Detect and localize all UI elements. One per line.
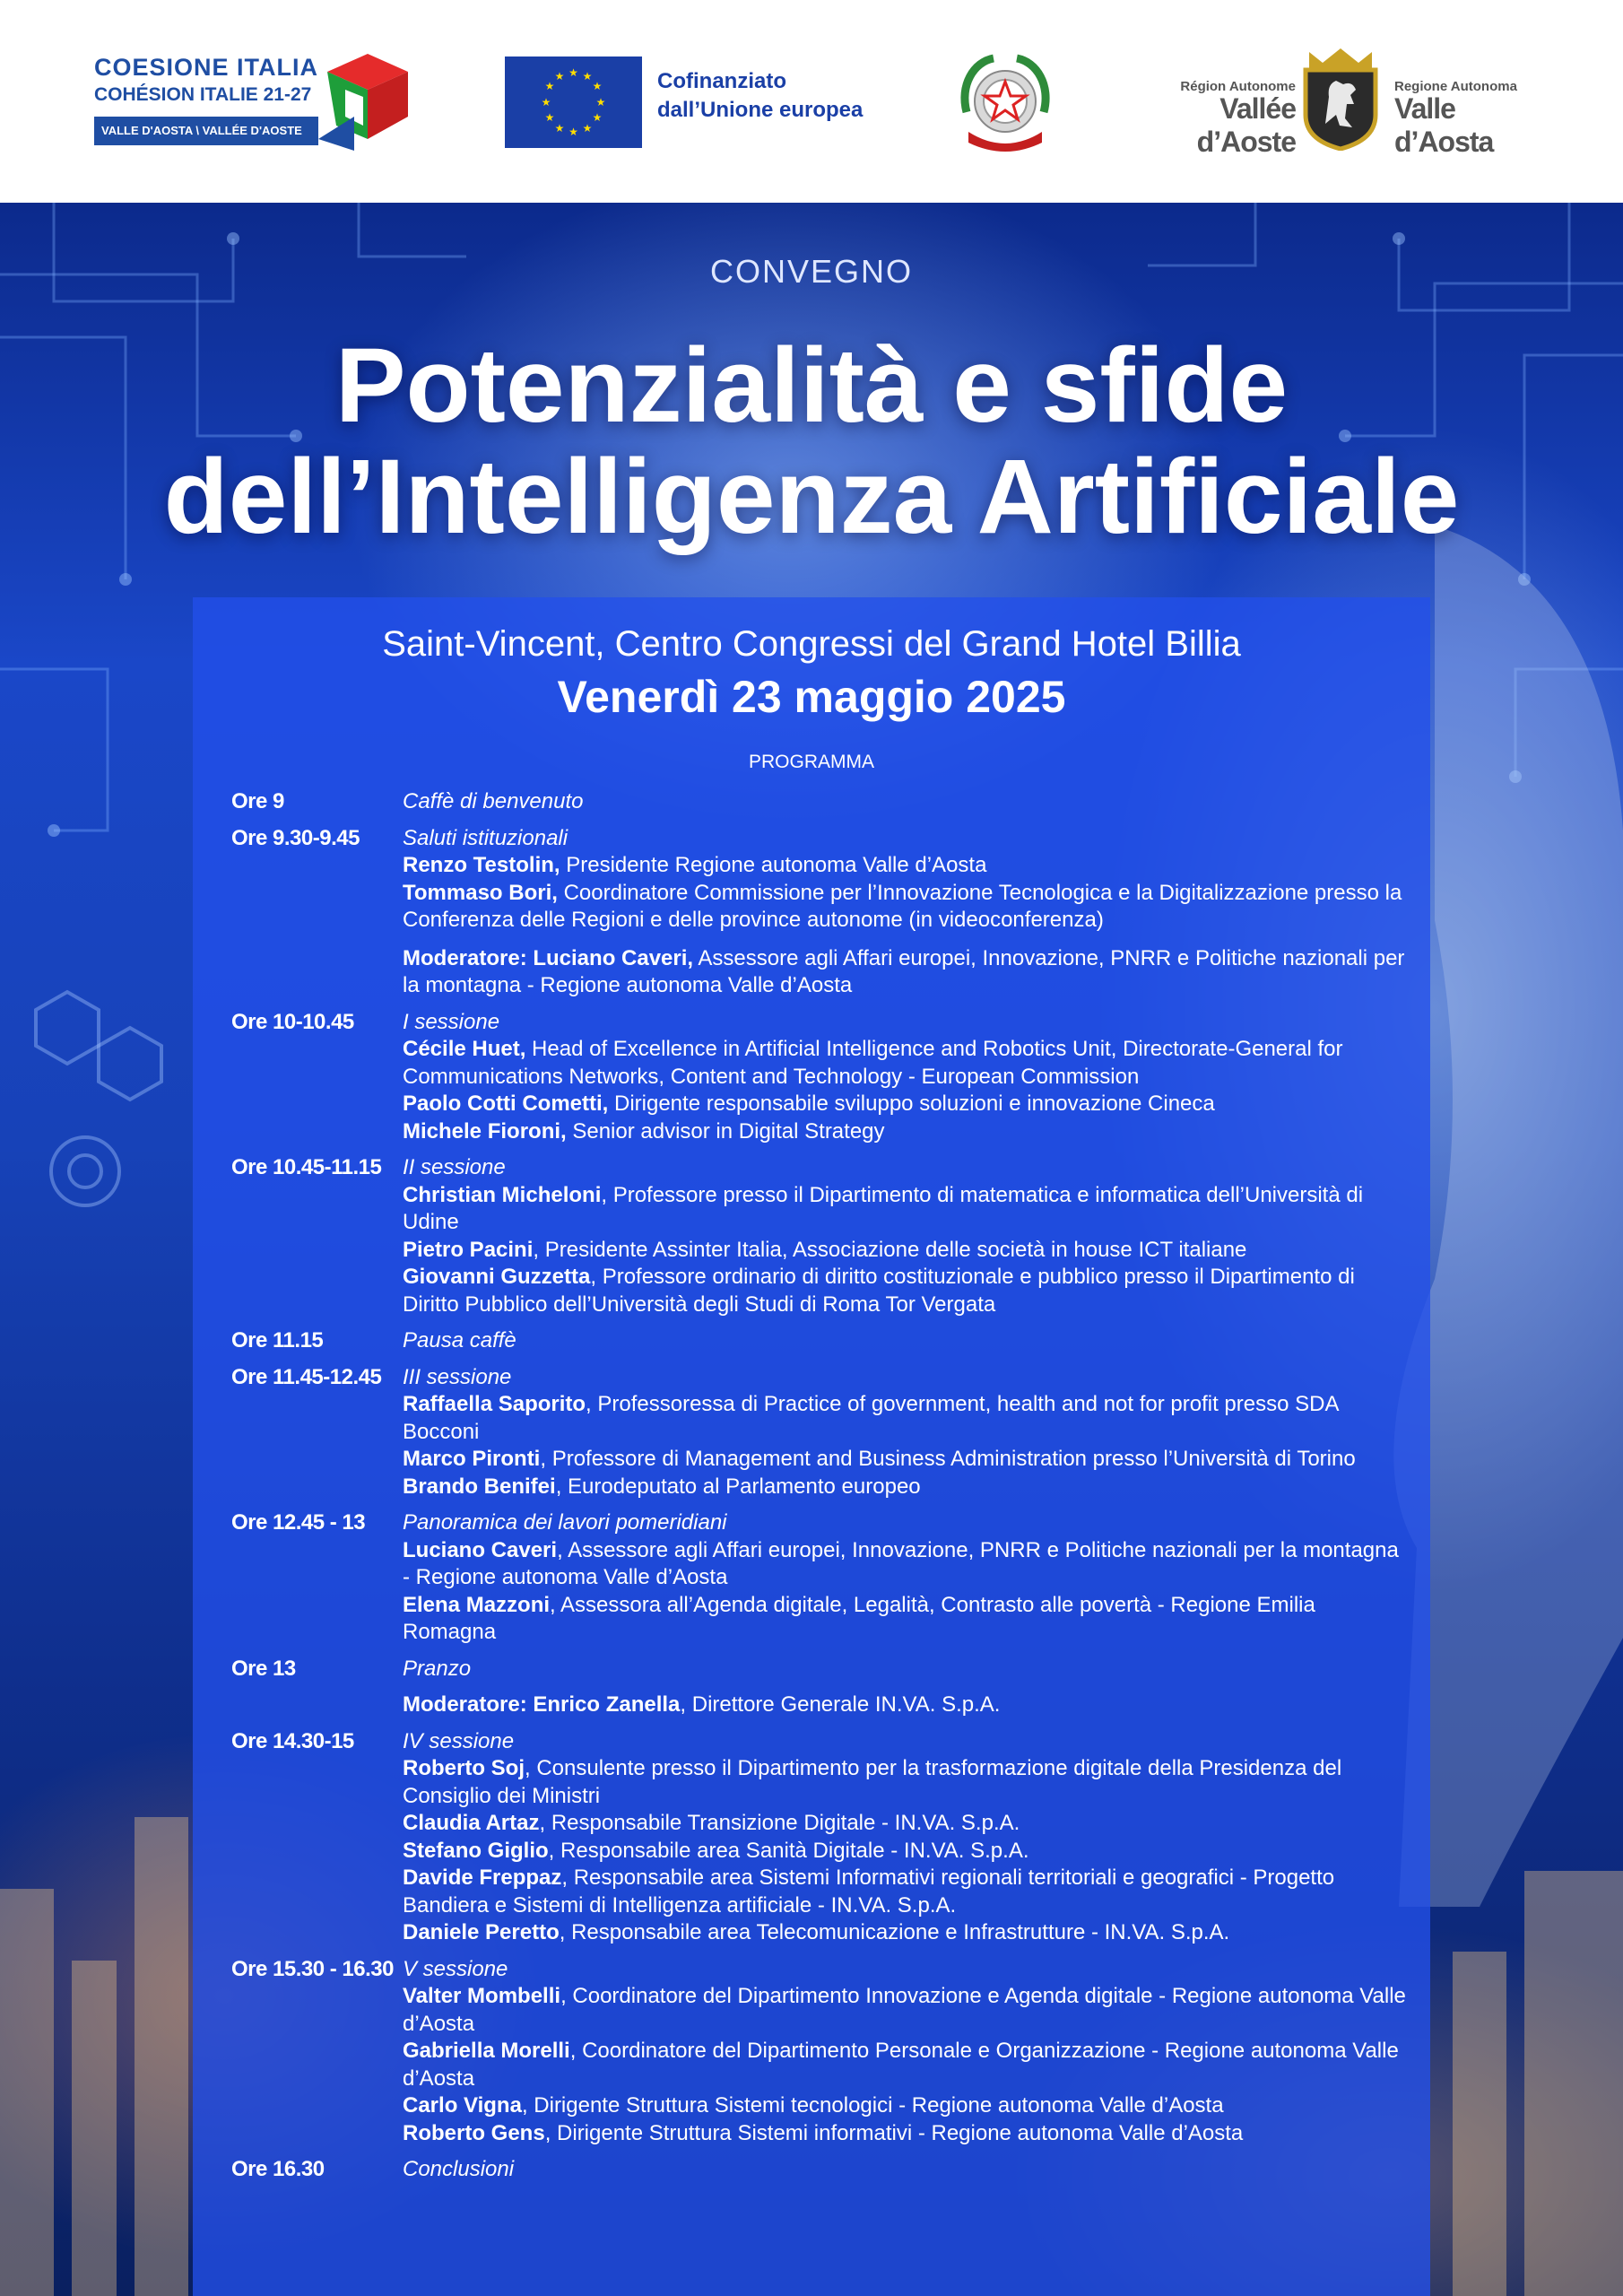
coesione-logo-region-box: VALLE D'AOSTA \ VALLÉE D'AOSTE	[94, 117, 318, 145]
speaker-role: , Assessore agli Affari europei, Innovazione, PNRR e Politiche nazionali per la montagna - Regione autonoma Valle d’Aosta	[403, 1537, 1399, 1589]
slot-time: Ore 11.15	[231, 1328, 324, 1352]
speaker-name: Gabriella Morelli	[403, 2039, 570, 2063]
speaker-name: Carlo Vigna	[403, 2093, 522, 2118]
slot-session-title: Pausa caffè	[403, 1328, 516, 1352]
speaker-entry	[403, 1182, 1406, 1237]
speaker-name: Brando Benifei	[403, 1474, 556, 1499]
speaker-name: Daniele Peretto	[403, 1920, 560, 1944]
slot-time: Ore 10.45-11.15	[231, 1155, 382, 1179]
eu-flag-icon	[505, 57, 642, 148]
svg-text:★: ★	[544, 111, 555, 124]
slot-time: Ore 14.30-15	[231, 1728, 354, 1753]
speaker-name: Paolo Cotti Cometti,	[403, 1091, 609, 1116]
slot-time: Ore 15.30 - 16.30	[231, 1956, 394, 1981]
schedule-slot	[231, 1009, 1406, 1146]
slot-session-title: Caffè di benvenuto	[403, 789, 584, 813]
speaker-entry	[403, 1592, 1406, 1647]
speaker-role: , Presidente Assinter Italia, Associazione delle società in house ICT italiane	[533, 1237, 1247, 1262]
slot-session-title: II sessione	[403, 1155, 506, 1179]
speaker-entry	[403, 1474, 1406, 1501]
svg-text:★: ★	[592, 80, 603, 92]
coesione-cube-icon	[318, 54, 417, 151]
svg-text:★: ★	[582, 122, 593, 135]
slot-body	[403, 1327, 1406, 1355]
speaker-entry	[403, 1391, 1406, 1446]
slot-body	[403, 1154, 1406, 1318]
slot-session-title: V sessione	[403, 1956, 508, 1981]
speaker-role: , Assessora all’Agenda digitale, Legalità, Contrasto alle povertà - Regione Emilia Romagna	[403, 1592, 1315, 1644]
speaker-role: Dirigente responsabile sviluppo soluzioni e innovazione Cineca	[608, 1091, 1215, 1116]
slot-time: Ore 13	[231, 1656, 296, 1681]
slot-body	[403, 1656, 1406, 1683]
poster-kicker: CONVEGNO	[709, 253, 914, 290]
speaker-name: Tommaso Bori,	[403, 880, 558, 905]
speaker-role: , Eurodeputato al Parlamento europeo	[555, 1474, 921, 1499]
speaker-role: Assessore agli Affari europei, Innovazione, PNRR e Politiche nazionali per la montagna - Regione autonoma Valle d’Aosta	[403, 945, 1405, 997]
eu-logo-line2: dall’Unione europea	[657, 98, 864, 122]
speaker-name: Elena Mazzoni	[403, 1592, 551, 1617]
speaker-role: , Dirigente Struttura Sistemi informativi - Regione autonoma Valle d’Aosta	[544, 2120, 1244, 2145]
slot-session-title: Conclusioni	[403, 2157, 515, 2181]
speaker-entry	[403, 2120, 1406, 2148]
schedule-slot	[231, 1327, 1406, 1355]
speaker-role: Senior advisor in Digital Strategy	[566, 1118, 885, 1144]
slot-body	[403, 1364, 1406, 1501]
schedule-slot	[231, 1509, 1406, 1647]
region-left-small: Région Autonome	[1180, 79, 1296, 94]
slot-body	[403, 2156, 1406, 2184]
speaker-entry	[403, 1264, 1406, 1318]
speaker-role: , Coordinatore del Dipartimento Personale e Organizzazione - Regione autonoma Valle d’Aosta	[403, 2039, 1399, 2091]
svg-text:★: ★	[544, 80, 555, 92]
speaker-entry	[403, 1983, 1406, 2038]
schedule-slot	[231, 2156, 1406, 2184]
speaker-role: , Direttore Generale IN.VA. S.p.A.	[680, 1692, 1001, 1717]
svg-text:★: ★	[568, 126, 578, 138]
speaker-name: Roberto Gens	[403, 2120, 545, 2145]
schedule-slot	[231, 1656, 1406, 1683]
speaker-name: Pietro Pacini	[403, 1237, 534, 1262]
slot-time: Ore 11.45-12.45	[231, 1364, 382, 1389]
slot-body	[403, 1509, 1406, 1647]
slot-time: Ore 10-10.45	[231, 1009, 354, 1034]
speaker-entry	[403, 1537, 1406, 1592]
speaker-name: Raffaella Saporito	[403, 1392, 586, 1416]
region-left-big: Vallée d’Aoste	[1196, 92, 1296, 158]
speaker-role: , Professoressa di Practice of government, health and not for profit presso SDA Bocconi	[403, 1392, 1339, 1444]
speaker-role: , Professore ordinario di diritto costituzionale e pubblico presso il Dipartimento di Diritto Pubblico dell’Università degli Studi di Roma Tor Vergata	[403, 1265, 1355, 1317]
speaker-entry	[403, 1036, 1406, 1091]
slot-session-title: III sessione	[403, 1364, 512, 1389]
speaker-entry	[403, 1091, 1406, 1118]
svg-text:★: ★	[595, 96, 606, 109]
svg-text:★: ★	[582, 70, 593, 83]
coesione-logo-line2: COHÉSION ITALIE 21-27	[94, 84, 312, 105]
speaker-entry	[403, 1919, 1406, 1947]
speaker-role: , Responsabile area Sistemi Informativi regionali territoriali e geografici - Progetto Bandiera e Sistemi di Intelligenza artificiale - IN.VA. S.p.A.	[403, 1866, 1335, 1918]
poster-title-line2: dell’Intelligenza Artificiale	[163, 438, 1460, 556]
speaker-name: Christian Micheloni	[403, 1182, 602, 1207]
event-venue: Saint-Vincent, Centro Congressi del Grand Hotel Billia	[382, 624, 1241, 664]
schedule-slot	[231, 1154, 1406, 1318]
speaker-entry	[403, 1692, 1406, 1719]
slot-time: Ore 12.45 - 13	[231, 1510, 366, 1535]
speaker-entry	[403, 1755, 1406, 1810]
speaker-role: , Professore presso il Dipartimento di matematica e informatica dell’Università di Udine	[403, 1182, 1364, 1234]
schedule-slot	[231, 788, 1406, 816]
speaker-role: , Responsabile Transizione Digitale - IN.VA. S.p.A.	[539, 1811, 1020, 1835]
speaker-role: , Responsabile area Sanità Digitale - IN.VA. S.p.A.	[548, 1838, 1029, 1863]
slot-body	[403, 788, 1406, 816]
speaker-name: Moderatore: Enrico Zanella	[403, 1692, 681, 1717]
speaker-name: Roberto Soj	[403, 1756, 525, 1780]
program-heading: PROGRAMMA	[748, 752, 874, 772]
regione-valle-aosta-logo	[1125, 45, 1529, 158]
slot-session-title: I sessione	[403, 1009, 500, 1034]
schedule-slot	[231, 1364, 1406, 1501]
slot-body	[403, 1009, 1406, 1146]
speaker-role: , Dirigente Struttura Sistemi tecnologici - Regione autonoma Valle d’Aosta	[521, 2093, 1224, 2118]
speaker-name: Michele Fioroni,	[403, 1118, 567, 1144]
schedule-slot	[231, 1692, 1406, 1719]
coesione-logo-line1: COESIONE ITALIA	[94, 54, 319, 81]
slot-body	[403, 1692, 1406, 1719]
speaker-role: , Coordinatore del Dipartimento Innovazione e Agenda digitale - Regione autonoma Valle d’Aosta	[403, 1984, 1406, 2036]
speaker-name: Cécile Huet,	[403, 1037, 526, 1061]
speaker-entry	[403, 880, 1406, 935]
speaker-entry	[403, 1810, 1406, 1838]
speaker-entry	[403, 1838, 1406, 1866]
speaker-entry	[403, 2038, 1406, 2092]
speaker-name: Marco Pironti	[403, 1447, 541, 1471]
slot-time: Ore 9.30-9.45	[231, 825, 360, 850]
slot-body	[403, 1956, 1406, 2148]
logo-header	[0, 0, 1623, 203]
slot-session-title: Panoramica dei lavori pomeridiani	[403, 1510, 727, 1535]
region-right-small: Regione Autonoma	[1394, 79, 1517, 94]
speaker-name: Moderatore: Luciano Caveri,	[403, 945, 694, 970]
speaker-role: , Professore di Management and Business Administration presso l’Università di Torino	[540, 1447, 1356, 1471]
slot-time: Ore 16.30	[231, 2157, 325, 2181]
event-date: Venerdì 23 maggio 2025	[557, 672, 1066, 722]
speaker-entry	[403, 2092, 1406, 2120]
program-schedule	[231, 788, 1406, 2193]
eu-logo-line1: Cofinanziato	[657, 69, 786, 93]
speaker-name: Davide Freppaz	[403, 1866, 562, 1890]
speaker-role: Coordinatore Commissione per l’Innovazione Tecnologica e la Digitalizzazione presso la Conferenza delle Regioni e delle province autonome (in videoconferenza)	[403, 880, 1402, 932]
speaker-name: Luciano Caveri	[403, 1537, 558, 1562]
svg-text:★: ★	[568, 66, 578, 79]
slot-body	[403, 825, 1406, 1000]
conference-poster	[0, 203, 1623, 2296]
speaker-name: Valter Mombelli	[403, 1984, 561, 2008]
slot-session-title: Saluti istituzionali	[403, 825, 568, 850]
speaker-role: Presidente Regione autonoma Valle d’Aosta	[560, 853, 987, 877]
slot-time: Ore 9	[231, 789, 284, 813]
speaker-name: Claudia Artaz	[403, 1811, 540, 1835]
slot-session-title: IV sessione	[403, 1728, 515, 1753]
speaker-name: Stefano Giglio	[403, 1838, 549, 1863]
svg-text:★: ★	[592, 111, 603, 124]
poster-title	[0, 326, 1623, 556]
speaker-role: , Consulente presso il Dipartimento per la trasformazione digitale della Presidenza del Consiglio dei Ministri	[403, 1756, 1342, 1808]
svg-text:★: ★	[541, 96, 551, 109]
slot-body	[403, 1728, 1406, 1947]
poster-title-line1: Potenzialità e sfide	[334, 326, 1289, 445]
schedule-slot	[231, 1956, 1406, 2148]
speaker-entry	[403, 1237, 1406, 1265]
schedule-slot	[231, 825, 1406, 1000]
speaker-role: Head of Excellence in Artificial Intelligence and Robotics Unit, Directorate-General for Communications Networks, Content and Technology - European Commission	[403, 1037, 1343, 1089]
speaker-entry	[403, 1446, 1406, 1474]
slot-session-title: Pranzo	[403, 1656, 472, 1681]
italian-republic-emblem-icon	[956, 49, 1055, 157]
speaker-entry	[403, 852, 1406, 880]
speaker-role: , Responsabile area Telecomunicazione e Infrastrutture - IN.VA. S.p.A.	[559, 1920, 1230, 1944]
speaker-entry	[403, 1118, 1406, 1146]
program-panel	[193, 597, 1430, 2296]
svg-text:★: ★	[554, 122, 565, 135]
speaker-name: Giovanni Guzzetta	[403, 1265, 591, 1289]
speaker-entry	[403, 945, 1406, 1000]
schedule-slot	[231, 1728, 1406, 1947]
eu-cofinanced-logo	[505, 57, 890, 148]
svg-text:★: ★	[554, 70, 565, 83]
speaker-entry	[403, 1865, 1406, 1919]
lion-crest-icon	[1300, 45, 1381, 151]
coesione-italia-logo	[94, 54, 417, 151]
speaker-name: Renzo Testolin,	[403, 853, 560, 877]
region-right-big: Valle d’Aosta	[1394, 92, 1494, 158]
